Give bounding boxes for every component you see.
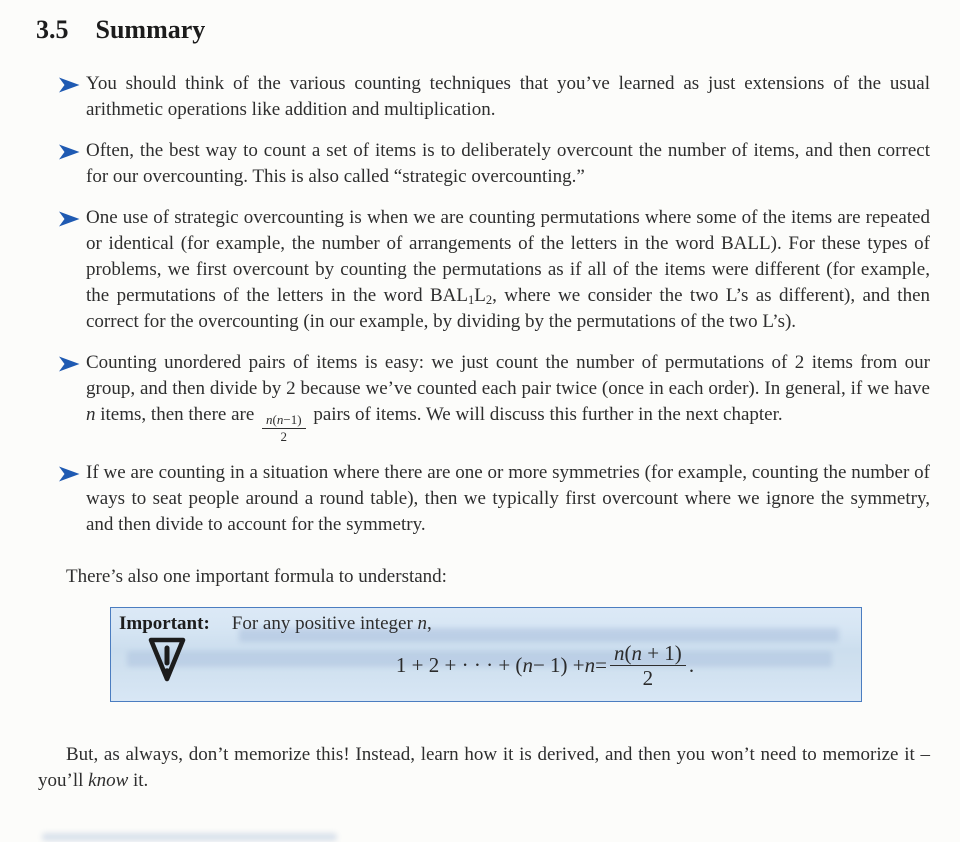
bullet-arrow-icon xyxy=(58,209,80,229)
bullet-arrow-icon xyxy=(58,354,80,374)
summary-item-text: You should think of the various counting techniques that you’ve learned as just extensions of the usual arithmetic operations like addition and multiplication. xyxy=(86,73,930,121)
summary-item-text: Counting unordered pairs of items is easy: we just count the number of permutations of 2 items from our group, and then divide by 2 because we’ve counted each pair twice (once in each order). In general, if we have n items, then there are $\frac{n(n-1)}{2}$ pairs of items. We will discuss this further in the next chapter. xyxy=(86,352,930,445)
summary-item-text: If we are counting in a situation where there are one or more symmetries (for example, counting the number of ways to seat people around a round table), then we typically first overcount where we ignore the symmetry, and then divide to account for the symmetry. xyxy=(86,461,930,535)
important-formula: 1 + 2 + · · · + ( n − 1) + n = $\frac{n(n + 1)}{2}$ . xyxy=(395,640,695,690)
important-label: Important: xyxy=(119,612,210,634)
bullet-arrow-icon xyxy=(58,142,80,162)
section-heading xyxy=(36,14,960,45)
bullet-arrow-icon xyxy=(58,464,80,484)
list-item xyxy=(58,71,930,123)
list-item xyxy=(58,138,930,190)
bullet-arrow-icon xyxy=(58,75,80,95)
bleed-through-artifact xyxy=(42,833,337,841)
textbook-page xyxy=(0,14,960,842)
closing-paragraph: But, as always, don’t memorize this! Instead, learn how it is derived, and then you won’t need to memorize it – you’ll know it. xyxy=(38,743,930,791)
intro-paragraph: There’s also one important formula to understand: xyxy=(66,565,447,587)
list-item xyxy=(58,205,930,335)
section-title: Summary xyxy=(95,15,206,44)
warning-icon xyxy=(144,634,190,688)
important-box-header xyxy=(111,608,861,635)
summary-list xyxy=(58,71,930,538)
list-item xyxy=(58,350,930,445)
important-box xyxy=(110,607,862,702)
section-number: 3.5 xyxy=(36,15,69,44)
important-intro-text: For any positive integer n, xyxy=(231,612,432,634)
summary-item-text: One use of strategic overcounting is when we are counting permutations where some of the items are repeated or identical (for example, the number of arrangements of the letters in the word BALL). For these types of problems, we first overcount by counting the permutations as if all of the items were different (for example, the permutations of the letters in the word $BAL_1L_2$, where we consider the two L’s as different), and then correct for the overcounting (in our example, by dividing by the permutations of the two L’s). xyxy=(86,207,930,333)
list-item xyxy=(58,460,930,538)
summary-item-text: Often, the best way to count a set of items is to deliberately overcount the number of items, and then correct for our overcounting. This is also called “strategic overcounting.” xyxy=(86,140,930,188)
